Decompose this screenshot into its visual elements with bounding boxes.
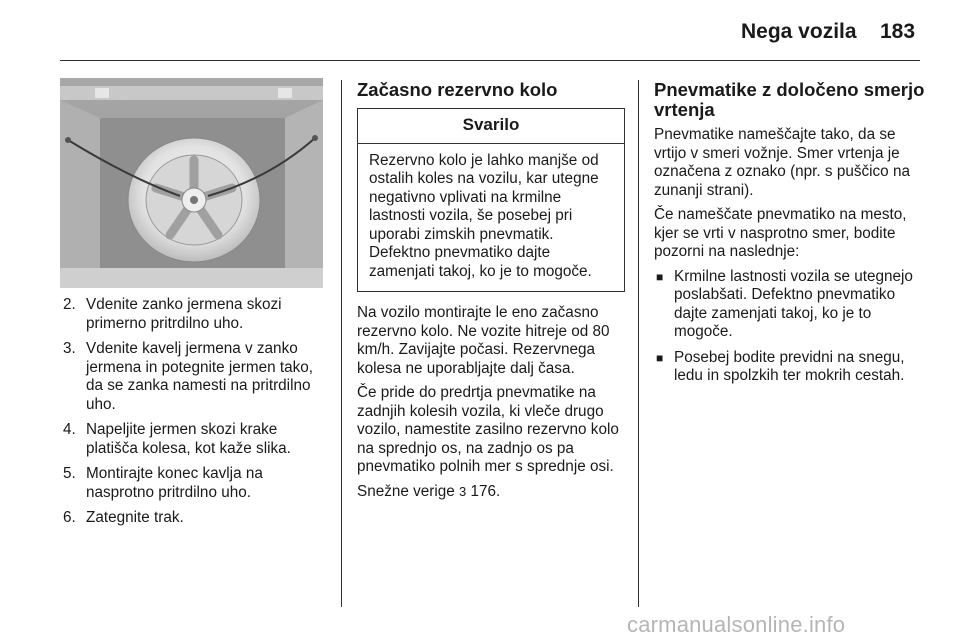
page-number: 183 [880, 20, 916, 43]
section-title: Nega vozila [741, 20, 857, 43]
bullet-square-icon: ■ [656, 350, 664, 365]
column-right [654, 80, 929, 393]
section-heading-spare-wheel: Začasno rezervno kolo [357, 79, 558, 100]
paragraph: Če nameščate pnevmatiko na mesto, kjer se vrti v nasprotno smer, bodite pozorni na naslednje: [654, 206, 907, 260]
warning-title: Svarilo [358, 109, 624, 144]
bullet-list [654, 268, 929, 386]
spare-wheel-illustration [60, 78, 323, 288]
paragraph: Na vozilo montirajte le eno začasno rezervno kolo. Ne vozite hitreje od 80 km/h. Zavijajte počasi. Rezervnega kolesa ne uporabljajte dalj časa. [357, 304, 610, 377]
reference-arrow-icon: 3 [459, 483, 467, 499]
warning-box [357, 108, 625, 292]
list-item: ■ Posebej bodite previdni na snegu, ledu in spolzkih ter mokrih cestah. [656, 348, 905, 384]
warning-text: Rezervno kolo je lahko manjše od ostalih koles na vozilu, kar utegne negativno vplivati na krmilne lastnosti vozila, še posebej pri uporabi zimskih pnevmatik. Defektno pnevmatiko dajte zamenjati takoj, ko je to mogoče. [369, 151, 599, 280]
bullet-square-icon: ■ [656, 269, 664, 284]
paragraph: Če pride do predrtja pnevmatike na zadnjih kolesih vozila, ki vleče drugo vozilo, namestite zasilno rezervno kolo na sprednjo os, na zadnjo os pa pnevmatiko polnih mer s sprednje osi. [357, 384, 619, 475]
list-item: 4. Napeljite jermen skozi krake platišča kolesa, kot kaže slika. [63, 421, 291, 457]
list-item: 3. Vdenite kavelj jermena v zanko jermena in potegnite jermen tako, da se zanka namesti na pritrdilno uho. [63, 340, 314, 413]
cross-reference [357, 483, 625, 502]
column-middle [357, 80, 625, 507]
section-heading-directional-tyres: Pnevmatike z določeno smerjo vrtenja [654, 79, 925, 120]
reference-label: Snežne verige [357, 482, 455, 500]
watermark: carmanualsonline.info [627, 612, 846, 637]
list-item: 5. Montirajte konec kavlja na nasprotno pritrdilno uho. [63, 465, 263, 501]
column-divider-left [341, 80, 342, 607]
column-left [63, 296, 333, 535]
list-item: 2. Vdenite zanko jermena skozi primerno pritrdilno uho. [63, 296, 282, 332]
paragraph: Pnevmatike nameščajte tako, da se vrtijo v smeri vožnje. Smer vrtenja je označena z oznako (npr. s puščico na zunanji strani). [654, 126, 910, 199]
list-item: 6. Zategnite trak. [63, 509, 184, 526]
header-divider [60, 60, 920, 61]
reference-page: 176. [470, 482, 501, 500]
instruction-steps [63, 296, 333, 528]
list-item: ■ Krmilne lastnosti vozila se utegnejo poslabšati. Defektno pnevmatiko dajte zamenjati takoj, ko je to mogoče. [656, 267, 913, 340]
column-divider-right [638, 80, 639, 607]
